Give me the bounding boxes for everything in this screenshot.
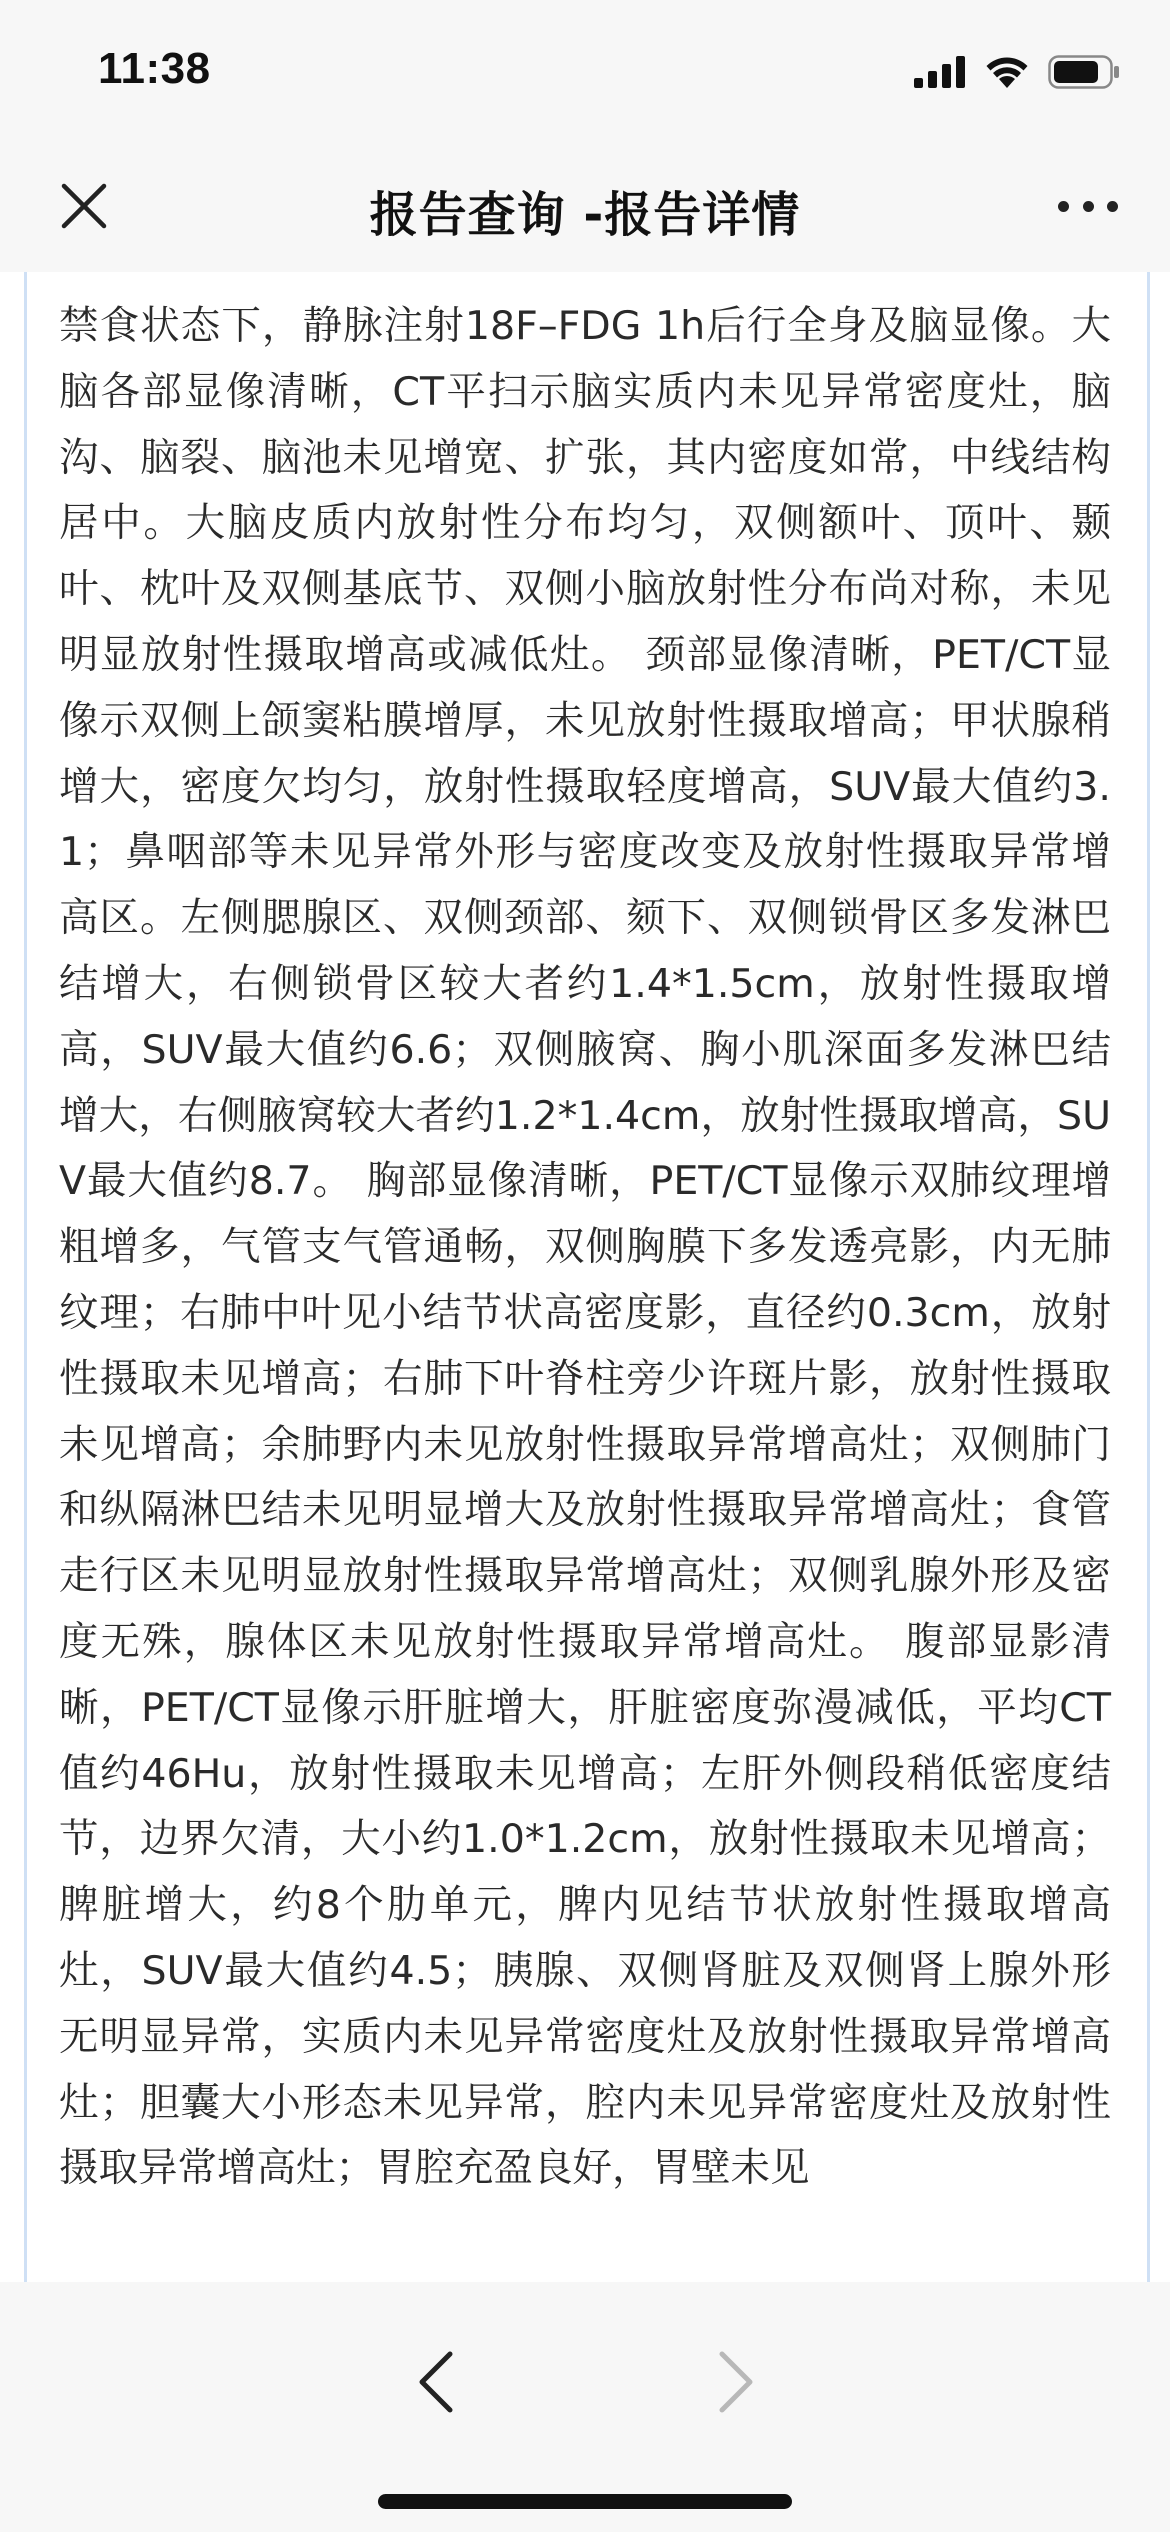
wifi-icon	[984, 55, 1030, 89]
cellular-signal-icon	[914, 56, 966, 88]
forward-button[interactable]	[706, 2342, 766, 2422]
chevron-right-icon	[706, 2342, 766, 2422]
report-text: 禁食状态下，静脉注射18F–FDG 1h后行全身及脑显像。大脑各部显像清晰，CT平扫示脑实质内未见异常密度灶，脑沟、脑裂、脑池未见增宽、扩张，其内密度如常，中线结构居中。大脑皮质内放射性分布均匀，双侧额叶、顶叶、颞叶、枕叶及双侧基底节、双侧小脑放射性分布尚对称，未见明显放射性摄取增高或减低灶。 颈部显像清晰，PET/CT显像示双侧上颌窦粘膜增厚，未见放射性摄取增高；甲状腺稍增大，密度欠均匀，放射性摄取轻度增高，SUV最大值约3.1；鼻咽部等未见异常外形与密度改变及放射性摄取异常增高区。左侧腮腺区、双侧颈部、颏下、双侧锁骨区多发淋巴结增大，右侧锁骨区较大者约1.4*1.5cm，放射性摄取增高，SUV最大值约6.6；双侧腋窝、胸小肌深面多发淋巴结增大，右侧腋窝较大者约1.2*1.4cm，放射性摄取增高，SUV最大值约8.7。 胸部显像清晰，PET/CT显像示双肺纹理增粗增多，气管支气管通畅，双侧胸膜下多发透亮影，内无肺纹理；右肺中叶见小结节状高密度影，直径约0.3cm，放射性摄取未见增高；右肺下叶脊柱旁少许斑片影，放射性摄取未见增高；余肺野内未见放射性摄取异常增高灶；双侧肺门和纵隔淋巴结未见明显增大及放射性摄取异常增高灶；食管走行区未见明显放射性摄取异常增高灶；双侧乳腺外形及密度无殊，腺体区未见放射性摄取异常增高灶。 腹部显影清晰，PET/CT显像示肝脏增大，肝脏密度弥漫减低，平均CT值约46Hu，放射性摄取未见增高；左肝外侧段稍低密度结节，边界欠清，大小约1.0*1.2cm，放射性摄取未见增高；脾脏增大，约8个肋单元，脾内见结节状放射性摄取增高灶，SUV最大值约4.5；胰腺、双侧肾脏及双侧肾上腺外形无明显异常，实质内未见异常密度灶及放射性摄取异常增高灶；胆囊大小形态未见异常，腔内未见异常密度灶及放射性摄取异常增高灶；胃腔充盈良好，胃壁未见	[59, 303, 1111, 2192]
status-time: 11:38	[98, 44, 211, 93]
status-bar	[0, 0, 1170, 140]
report-content[interactable]	[24, 272, 1150, 2282]
home-indicator[interactable]	[378, 2494, 792, 2509]
bottom-toolbar	[0, 2282, 1170, 2532]
more-icon-dot	[1107, 201, 1118, 212]
back-button[interactable]	[406, 2342, 466, 2422]
page-title: 报告查询 -报告详情	[369, 187, 801, 243]
more-icon	[1058, 201, 1069, 212]
nav-bar	[0, 140, 1170, 272]
more-icon-dot	[1083, 201, 1094, 212]
chevron-left-icon	[406, 2342, 466, 2422]
status-icons	[914, 52, 1120, 92]
more-button[interactable]	[1058, 186, 1118, 226]
battery-icon	[1048, 55, 1120, 89]
